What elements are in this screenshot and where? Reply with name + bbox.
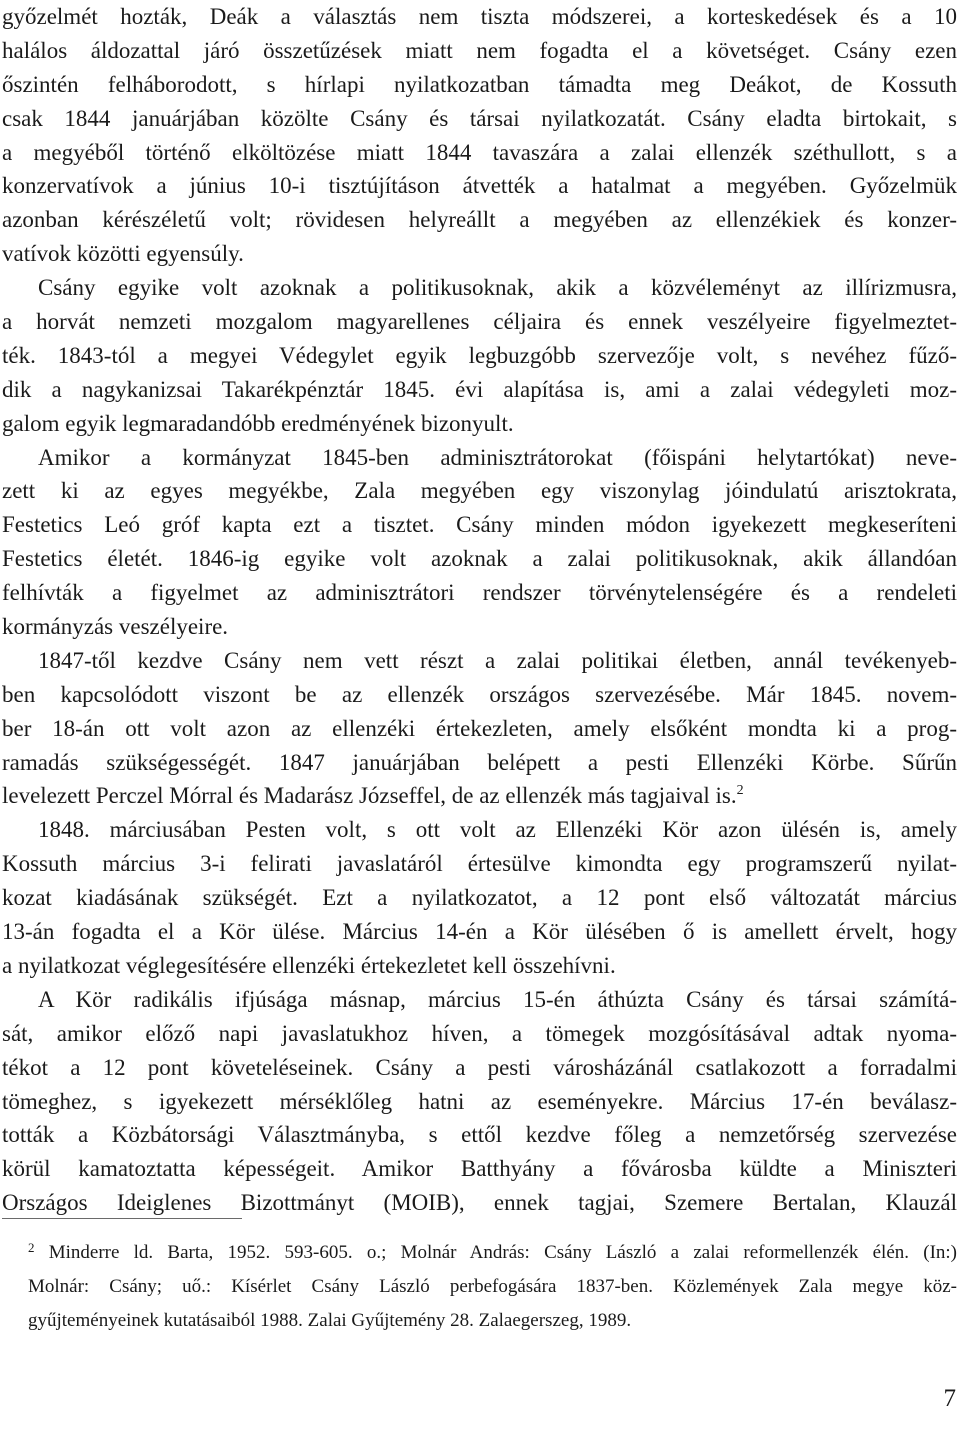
paragraph-first-line: 1848. márciusában Pesten volt, s ott volt az Ellenzéki Kör azon ülésén is, amely bbox=[38, 817, 957, 843]
text-line: dik a nagykanizsai Takarékpénztár 1845. évi alapítása is, ami a zalai védegyleti moz- bbox=[2, 376, 957, 402]
footnote-number: 2 bbox=[28, 1240, 35, 1255]
text-line: tékot a 12 pont követeléseinek. Csány a pesti városházánál csatlakozott a forradalmi bbox=[2, 1054, 957, 1080]
text-line: galom egyik legmaradandóbb eredményének bizonyult. bbox=[2, 410, 514, 436]
footnote-separator bbox=[2, 1218, 242, 1219]
text-line: ber 18-án ott volt azon az ellenzéki értekezleten, amely elsőként mondta ki a prog- bbox=[2, 715, 957, 741]
text-line: tották a Közbátorsági Választmányba, s ettől kezdve főleg a nemzetőrség szervezése bbox=[2, 1122, 957, 1148]
text-line: zett ki az egyes megyékbe, Zala megyében egy viszonylag jóindulatú arisztokrata, bbox=[2, 478, 957, 504]
paragraph-first-line: Csány egyike volt azoknak a politikusoknak, akik a közvéleményt az illírizmusra, bbox=[38, 275, 957, 301]
text-line: levelezett Perczel Mórral és Madarász Józseffel, de az ellenzék más tagjaival is. bbox=[2, 783, 737, 809]
footnote-reference: 2 bbox=[736, 783, 744, 799]
footnote-line bbox=[2, 1236, 957, 1270]
text-line: ramadás szükségességét. 1847 januárjában belépett a pesti Ellenzéki Körbe. Sűrűn bbox=[2, 749, 957, 775]
text-line: Festetics életét. 1846-ig egyike volt azoknak a zalai politikusoknak, akik állandóan bbox=[2, 546, 957, 572]
text-line: kormányzás veszélyeire. bbox=[2, 614, 229, 640]
text-line: felhívták a figyelmet az adminisztrátori rendszer törvénytelenségére és a rendeleti bbox=[2, 580, 957, 606]
text-line: Országos Ideiglenes Bizottmányt (MOIB), ennek tagjai, Szemere Bertalan, Klauzál bbox=[2, 1190, 957, 1216]
text-line: azonban kérészéletű volt; rövidesen helyreállt a megyében az ellenzékiek és konzer- bbox=[2, 207, 957, 233]
text-line: őszintén felháborodott, s hírlapi nyilatkozatban támadta meg Deákot, de Kossuth bbox=[2, 71, 957, 97]
footnote-line: Molnár: Csány; uő.: Kísérlet Csány László perbefogására 1837-ben. Közlemények Zala megye köz- bbox=[28, 1275, 957, 1297]
text-line: vatívok közötti egyensúly. bbox=[2, 241, 244, 267]
text-line: a horvát nemzeti mozgalom magyarellenes céljaira és ennek veszélyeire figyelmeztet- bbox=[2, 309, 957, 335]
text-line-with-footnote-ref bbox=[2, 779, 957, 813]
text-line: kozat kiadásának szükségét. Ezt a nyilatkozatot, a 12 pont első változatát március bbox=[2, 885, 957, 911]
text-line: sát, amikor előző napi javaslatukhoz híven, a tömegek mozgósításával adtak nyoma- bbox=[2, 1020, 957, 1046]
text-line: csak 1844 januárjában közölte Csány és társai nyilatkozatát. Csány eladta birtokait, s bbox=[2, 105, 957, 131]
footnote-text: Minderre ld. Barta, 1952. 593-605. o.; Molnár András: Csány László a zalai reformellenzék élén. (In:) bbox=[48, 1242, 957, 1263]
text-line: győzelmét hozták, Deák a választás nem tiszta módszerei, a korteskedések és a 10 bbox=[2, 4, 957, 29]
text-line: konzervatívok a június 10-i tisztújításon átvették a hatalmat a megyében. Győzelmük bbox=[2, 173, 957, 199]
text-line: körül kamatoztatta képességeit. Amikor Batthyány a fővárosba küldte a Miniszteri bbox=[2, 1156, 957, 1182]
text-line: a nyilatkozat véglegesítésére ellenzéki értekezletet kell összehívni. bbox=[2, 952, 616, 978]
paragraph-first-line: Amikor a kormányzat 1845-ben adminisztrátorokat (főispáni helytartókat) neve- bbox=[38, 444, 957, 470]
body-text bbox=[2, 0, 957, 1220]
footnote bbox=[2, 1236, 957, 1338]
text-line: tömeghez, s igyekezett mérséklőleg hatni az eseményekre. Március 17-én beválasz- bbox=[2, 1088, 957, 1114]
text-line: 13-án fogadta el a Kör ülése. Március 14-én a Kör ülésében ő is amellett érvelt, hogy bbox=[2, 919, 957, 945]
text-line: ték. 1843-tól a megyei Védegylet egyik legbuzgóbb szervezője volt, s nevéhez fűző- bbox=[2, 342, 957, 368]
text-line: Kossuth március 3-i felirati javaslatáról értesülve kimondta egy programszerű nyilat- bbox=[2, 851, 957, 877]
text-line: halálos áldozattal járó összetűzések miatt nem fogadta el a követséget. Csány ezen bbox=[2, 37, 957, 63]
footnote-line: gyűjteményeinek kutatásaiból 1988. Zalai Gyűjtemény 28. Zalaegerszeg, 1989. bbox=[28, 1309, 632, 1331]
page-number: 7 bbox=[943, 1385, 956, 1412]
text-line: Festetics Leó gróf kapta ezt a tisztet. Csány minden módon igyekezett megkeseríteni bbox=[2, 512, 957, 538]
paragraph-first-line: A Kör radikális ifjúsága másnap, március 15-én áthúzta Csány és társai számítá- bbox=[38, 986, 957, 1012]
text-line: a megyéből történő elköltözése miatt 1844 tavaszára a zalai ellenzék széthullott, s a bbox=[2, 139, 957, 165]
paragraph-first-line: 1847-től kezdve Csány nem vett részt a zalai politikai életben, annál tevékenyeb- bbox=[38, 647, 957, 673]
text-line: ben kapcsolódott viszont be az ellenzék országos szervezésébe. Már 1845. novem- bbox=[2, 681, 957, 707]
